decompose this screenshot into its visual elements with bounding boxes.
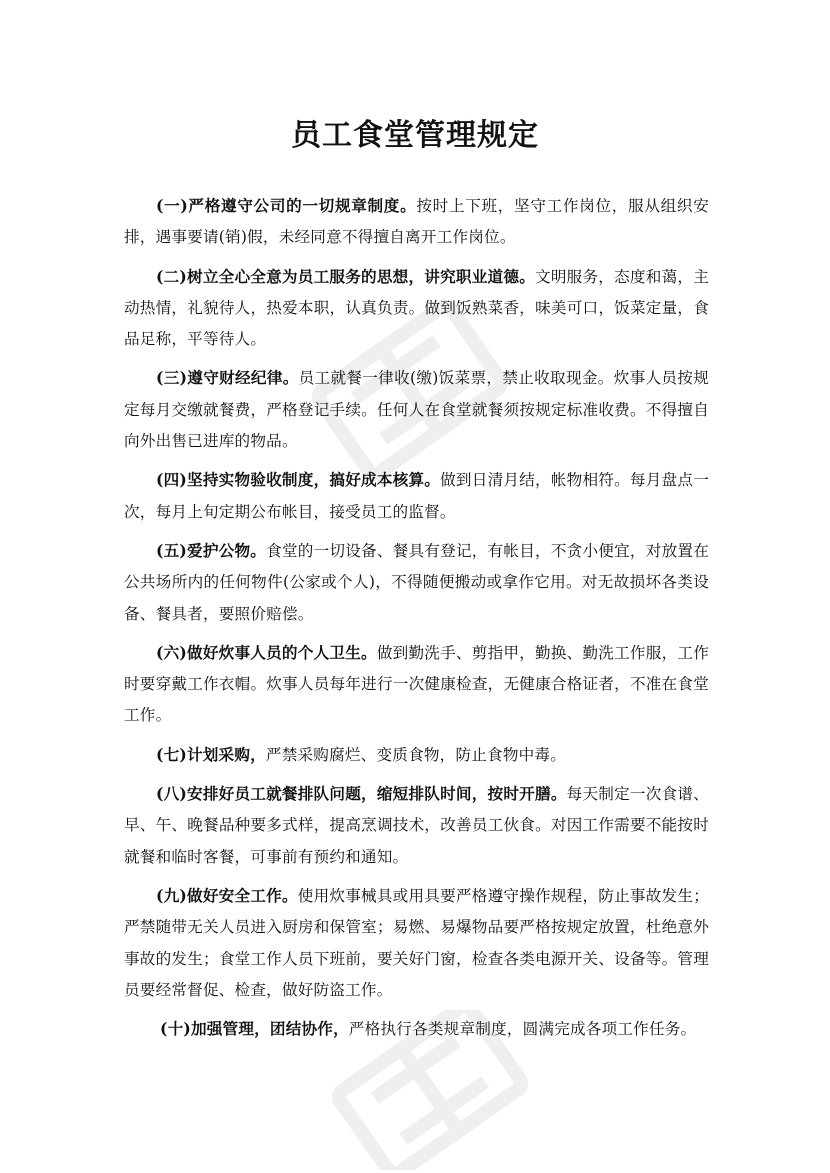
rule-heading: (九)做好安全工作。 xyxy=(156,885,298,905)
rule-paragraph xyxy=(124,261,709,356)
rule-text: 使用炊事械具或用具要严格遵守操作规程，防止事故发生；严禁随带无关人员进入厨房和保管室；易燃、易爆物品要严格按规定放置，杜绝意外事故的发生；食堂工作人员下班前，要关好门窗，检查各类电源开关、设备等。管理员要经常督促、检查，做好防盗工作。 xyxy=(124,886,709,999)
document-body xyxy=(124,190,709,1052)
page-title: 员工食堂管理规定 xyxy=(291,118,539,153)
rule-paragraph xyxy=(124,362,709,457)
rule-text: 做到勤洗手、剪指甲，勤换、勤洗工作服，工作时要穿戴工作衣帽。炊事人员每年进行一次健康检查，无健康合格证者，不准在食堂工作。 xyxy=(124,643,709,725)
rule-text: 员工就餐一律收(缴)饭菜票，禁止收取现金。炊事人员按规定每月交缴就餐费，严格登记手续。任何人在食堂就餐须按规定标准收费。不得擅自向外出售已进库的物品。 xyxy=(124,369,709,451)
rule-text: 文明服务，态度和蔼，主动热情，礼貌待人，热爱本职，认真负责。做到饭熟菜香，味美可口，饭菜定量，食品足称，平等待人。 xyxy=(124,267,709,349)
rule-heading: (八)安排好员工就餐排队问题，缩短排队时间，按时开膳。 xyxy=(156,784,567,804)
rule-paragraph xyxy=(124,190,709,254)
rule-heading: (四)坚持实物验收制度，搞好成本核算。 xyxy=(156,470,441,490)
rule-heading: (六)做好炊事人员的个人卫生。 xyxy=(156,642,377,662)
rule-text: 严禁采购腐烂、变质食物，防止食物中毒。 xyxy=(265,745,567,764)
rule-paragraph xyxy=(124,535,709,630)
rule-paragraph xyxy=(124,739,709,771)
rule-text: 按时上下班，坚守工作岗位，服从组织安排，遇事要请(销)假，未经同意不得擅自离开工作岗位。 xyxy=(124,197,709,247)
rule-paragraph xyxy=(124,637,709,732)
rule-paragraph xyxy=(124,1013,709,1045)
rule-text: 做到日清月结，帐物相符。每月盘点一次，每月上旬定期公布帐目，接受员工的监督。 xyxy=(124,471,709,521)
rule-heading: (三)遵守财经纪律。 xyxy=(156,368,299,388)
rule-text: 每天制定一次食谱、早、午、晚餐品种要多式样，提高烹调技术，改善员工伙食。对因工作需要不能按时就餐和临时客餐，可事前有预约和通知。 xyxy=(124,785,709,866)
rule-text: 食堂的一切设备、餐具有登记，有帐目，不贪小便宜，对放置在公共场所内的任何物件(公家或个人)，不得随便搬动或拿作它用。对无故损坏各类设备、餐具者，要照价赔偿。 xyxy=(124,541,710,623)
rule-paragraph xyxy=(124,880,709,1006)
rule-heading: (十)加强管理，团结协作， xyxy=(160,1019,349,1039)
rule-paragraph xyxy=(124,464,709,528)
rule-heading: (一)严格遵守公司的一切规章制度。 xyxy=(156,196,417,215)
rule-heading: (二)树立全心全意为员工服务的思想，讲究职业道德。 xyxy=(156,266,536,286)
rule-text: 严格执行各类规章制度，圆满完成各项工作任务。 xyxy=(348,1020,697,1039)
rule-heading: (七)计划采购， xyxy=(156,744,266,764)
rule-paragraph xyxy=(124,778,709,873)
rule-heading: (五)爱护公物。 xyxy=(156,540,267,560)
